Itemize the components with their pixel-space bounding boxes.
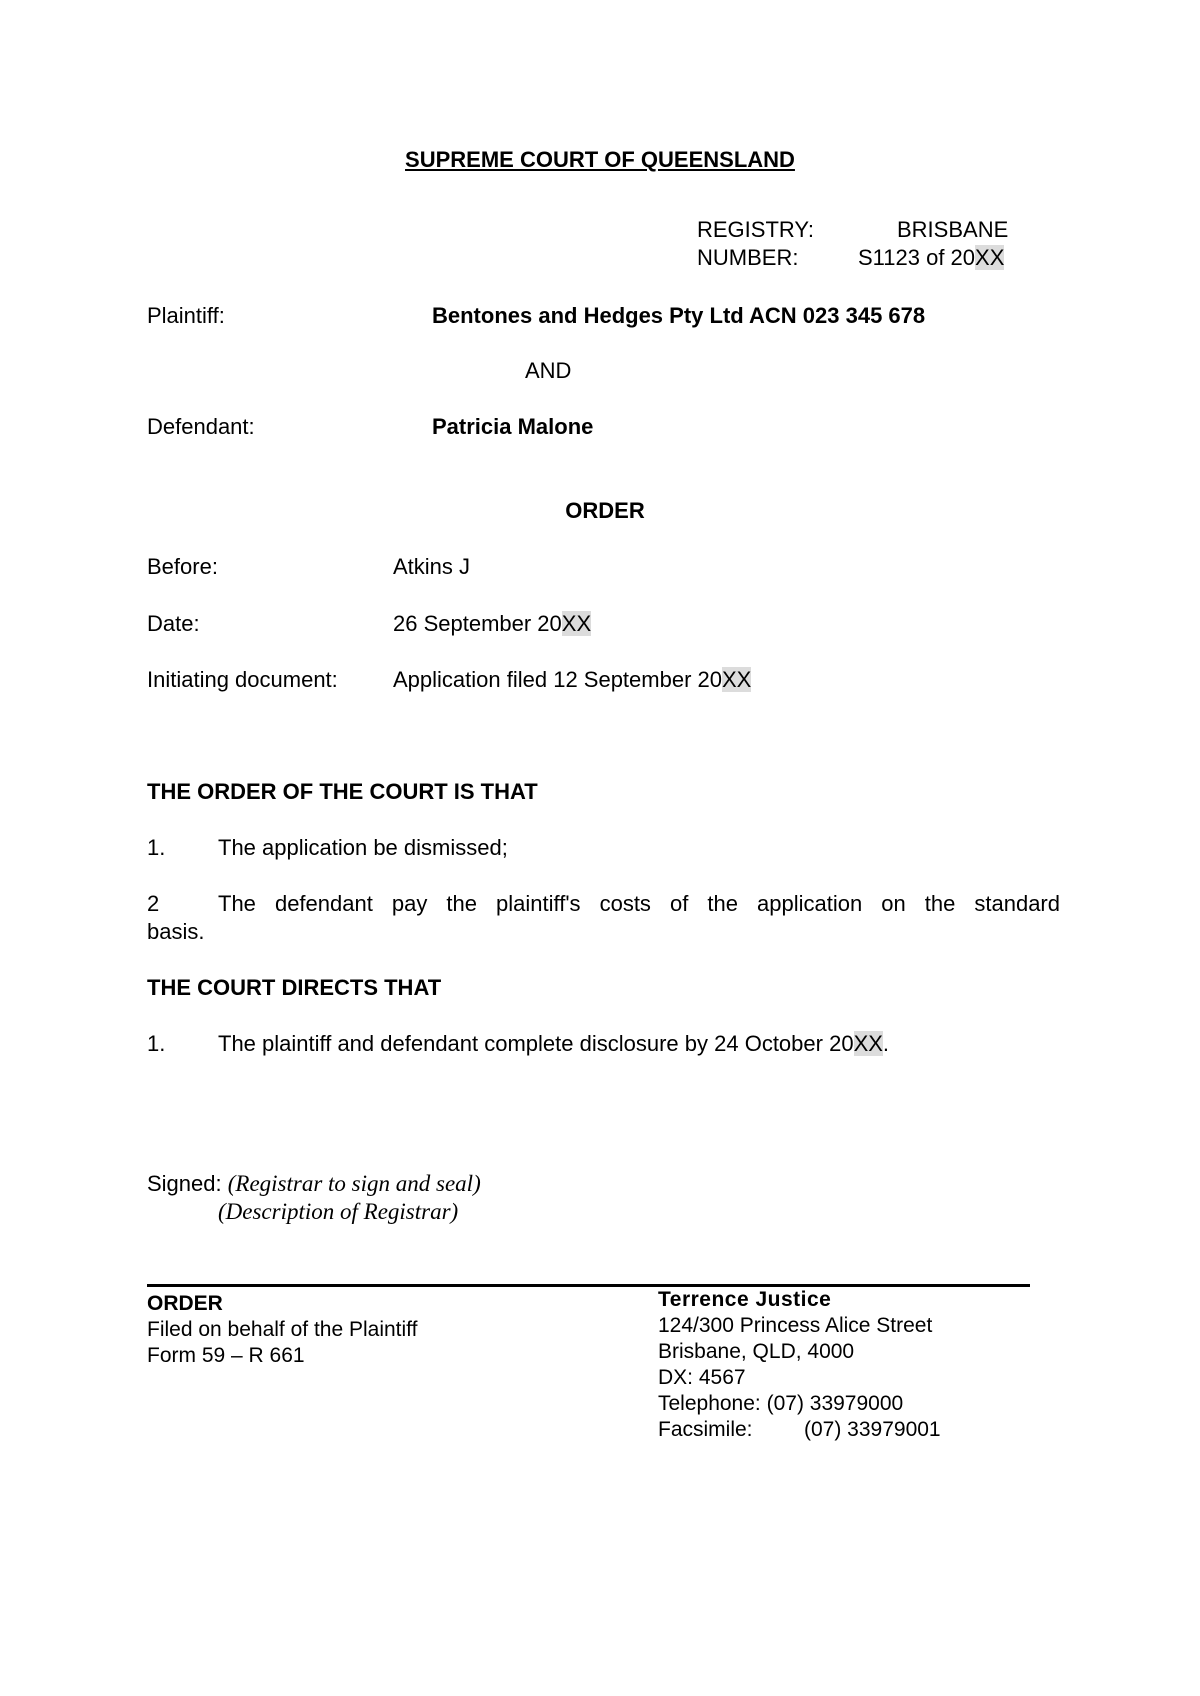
facsimile-value: (07) 33979001: [804, 1418, 941, 1441]
dx-number: DX: 4567: [658, 1366, 746, 1389]
order-item-text: The application be dismissed;: [218, 835, 508, 860]
telephone: Telephone: (07) 33979000: [658, 1392, 904, 1415]
order-title: ORDER: [565, 498, 645, 523]
address-line-2: Brisbane, QLD, 4000: [658, 1340, 855, 1363]
address-line-1: 124/300 Princess Alice Street: [658, 1314, 933, 1337]
placeholder-highlight: XX: [722, 667, 752, 692]
direction-item-text: The plaintiff and defendant complete disclosure by 24 October 20XX.: [218, 1031, 890, 1056]
footer-doc-title: ORDER: [147, 1292, 223, 1315]
footer-divider: [147, 1284, 1030, 1287]
number-label: NUMBER:: [697, 245, 799, 270]
plaintiff-label: Plaintiff:: [147, 303, 225, 328]
order-item-text: The defendant pay the plaintiff's costs of the application on the standard: [218, 891, 1060, 916]
solicitor-name: Terrence Justice: [658, 1288, 832, 1311]
court-title: SUPREME COURT OF QUEENSLAND: [405, 147, 795, 172]
direction-item-number: 1.: [147, 1031, 166, 1056]
order-item-continuation: basis.: [147, 919, 205, 944]
court-order-heading: THE ORDER OF THE COURT IS THAT: [147, 779, 538, 804]
date-value: 26 September 20XX: [393, 611, 592, 636]
registrar-description: (Description of Registrar): [218, 1199, 459, 1224]
plaintiff-name: Bentones and Hedges Pty Ltd ACN 023 345 678: [432, 303, 926, 328]
order-item-number: 1.: [147, 835, 166, 860]
directions-heading: THE COURT DIRECTS THAT: [147, 975, 442, 1000]
placeholder-highlight: XX: [561, 611, 592, 636]
signature-line: Signed: (Registrar to sign and seal): [147, 1171, 481, 1196]
defendant-label: Defendant:: [147, 414, 255, 439]
facsimile-label: Facsimile:: [658, 1418, 753, 1441]
order-item-number: 2: [147, 891, 160, 916]
before-value: Atkins J: [393, 554, 471, 579]
signature-instruction: (Registrar to sign and seal): [227, 1171, 481, 1196]
placeholder-highlight: XX: [975, 245, 1005, 270]
and-separator: AND: [525, 358, 572, 383]
initiating-label: Initiating document:: [147, 667, 338, 692]
defendant-name: Patricia Malone: [432, 414, 594, 439]
registry-value: BRISBANE: [897, 217, 1009, 242]
date-label: Date:: [147, 611, 200, 636]
footer-form-number: Form 59 – R 661: [147, 1344, 305, 1367]
placeholder-highlight: XX: [853, 1031, 883, 1056]
footer-filed-on-behalf: Filed on behalf of the Plaintiff: [147, 1318, 418, 1341]
registry-label: REGISTRY:: [697, 217, 814, 242]
before-label: Before:: [147, 554, 218, 579]
initiating-value: Application filed 12 September 20XX: [393, 667, 752, 692]
number-value: S1123 of 20XX: [858, 245, 1005, 270]
